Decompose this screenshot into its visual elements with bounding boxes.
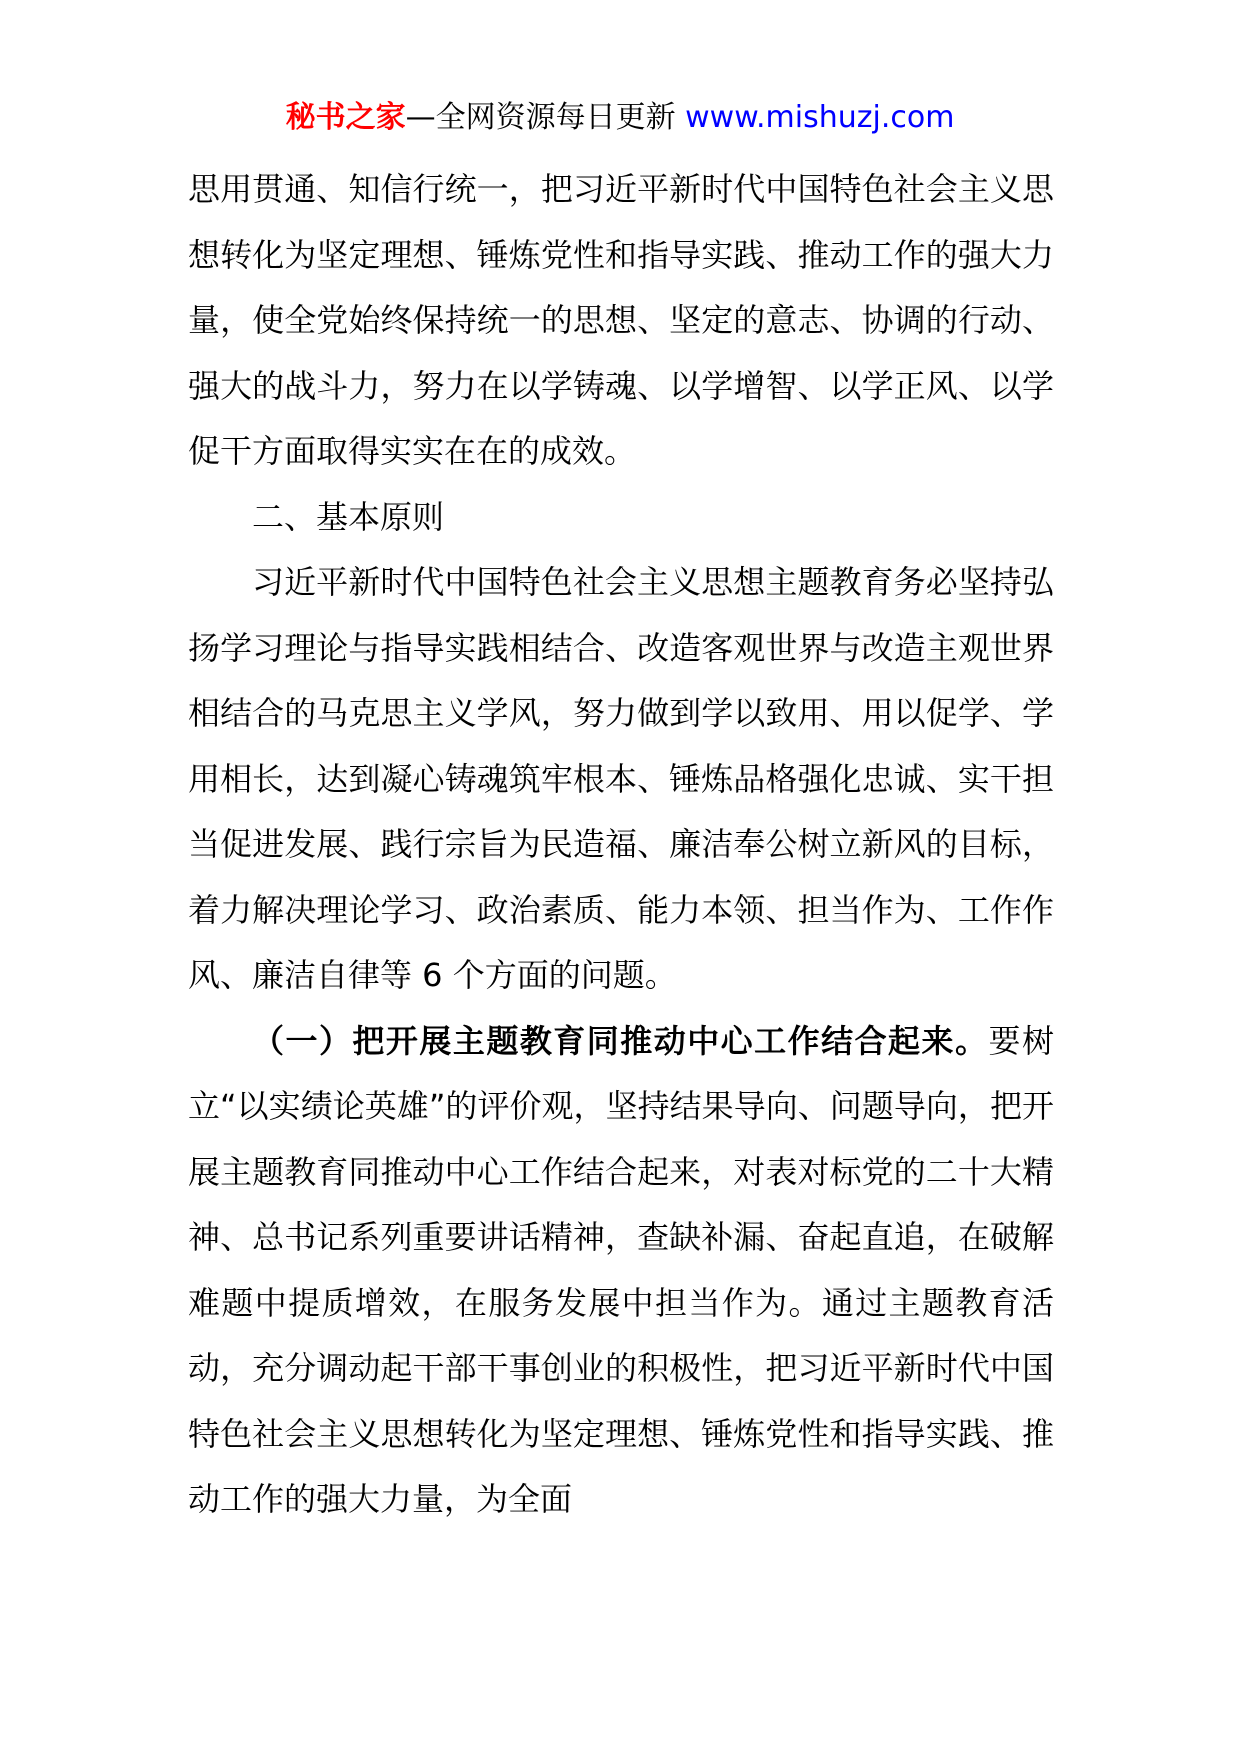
- paragraph-principles: 习近平新时代中国特色社会主义思想主题教育务必坚持弘扬学习理论与指导实践相结合、改造客观世界与改造主观世界相结合的马克思主义学风，努力做到学以致用、用以促学、学用相长，达到凝心铸魂筑牢根本、锤炼品格强化忠诚、实干担当促进发展、践行宗旨为民造福、廉洁奉公树立新风的目标，着力解决理论学习、政治素质、能力本领、担当作为、工作作风、廉洁自律等 6 个方面的问题。: [188, 563, 1054, 994]
- header-tagline: —全网资源每日更新: [405, 100, 676, 135]
- paragraph-item-1: [188, 1009, 1054, 1533]
- item-1-heading: （一）把开展主题教育同推动中心工作结合起来。: [252, 1021, 989, 1060]
- paragraph-continuation: 思用贯通、知信行统一，把习近平新时代中国特色社会主义思想转化为坚定理想、锤炼党性和指导实践、推动工作的强大力量，使全党始终保持统一的思想、坚定的意志、协调的行动、强大的战斗力，努力在以学铸魂、以学增智、以学正风、以学促干方面取得实实在在的成效。: [188, 170, 1054, 470]
- site-url: www.mishuzj.com: [685, 100, 955, 135]
- brand-name: 秘书之家: [285, 100, 406, 135]
- document-body: [188, 157, 1054, 1533]
- item-1-text: 要树立“以实绩论英雄”的评价观，坚持结果导向、问题导向，把开展主题教育同推动中心工作结合起来，对表对标党的二十大精神、总书记系列重要讲话精神，查缺补漏、奋起直追，在破解难题中提质增效，在服务发展中担当作为。通过主题教育活动，充分调动起干部干事创业的积极性，把习近平新时代中国特色社会主义思想转化为坚定理想、锤炼党性和指导实践、推动工作的强大力量，为全面: [188, 1021, 1054, 1518]
- section-heading-basic-principles: 二、基本原则: [252, 497, 445, 536]
- site-watermark-header: [0, 98, 1240, 138]
